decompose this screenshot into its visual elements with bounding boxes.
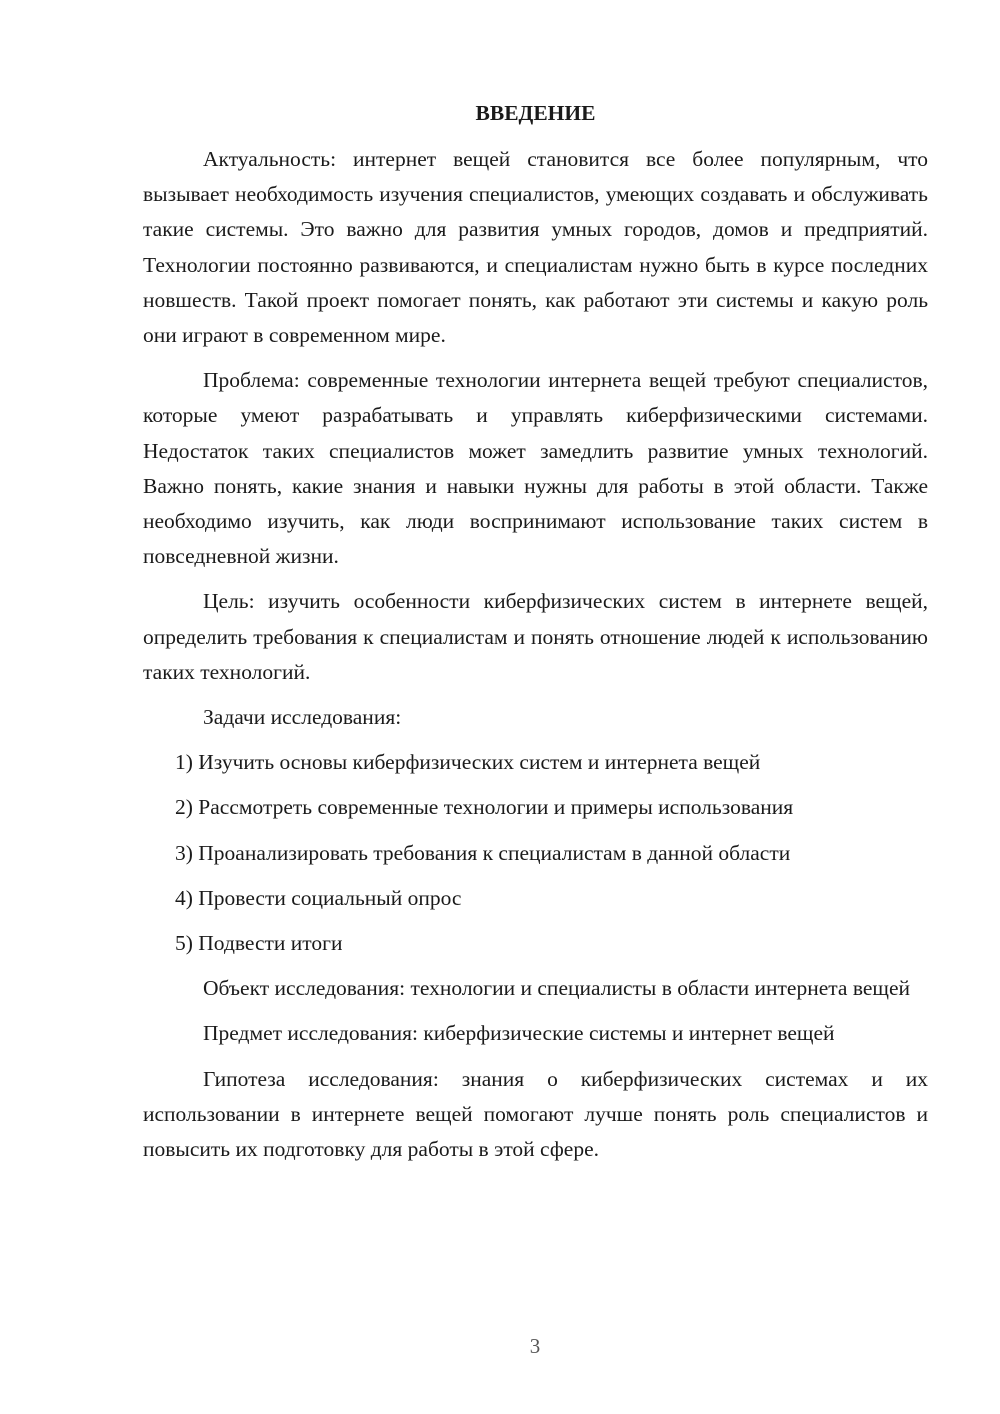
paragraph-object: Объект исследования: технологии и специалисты в области интернета вещей	[203, 976, 910, 1001]
list-item: 1) Изучить основы киберфизических систем и интернета вещей	[175, 750, 761, 775]
page-content	[143, 96, 928, 1177]
page-number: 3	[529, 1334, 541, 1358]
paragraph-relevance: Актуальность: интернет вещей становится все более популярным, что вызывает необходимость изучения специалистов, умеющих создавать и обслуживать такие системы. Это важно для развития умных городов, домов и предприятий. Технологии постоянно развиваются, и специалистам нужно быть в курсе последних новшеств. Такой проект помогает понять, как работают эти системы и какую роль они играют в современном мире.	[143, 147, 928, 348]
tasks-heading: Задачи исследования:	[203, 705, 402, 730]
paragraph-subject: Предмет исследования: киберфизические системы и интернет вещей	[203, 1021, 835, 1046]
list-item: 5) Подвести итоги	[175, 931, 343, 956]
section-title: ВВЕДЕНИЕ	[475, 101, 596, 125]
list-item: 3) Проанализировать требования к специалистам в данной области	[175, 840, 791, 865]
list-item: 2) Рассмотреть современные технологии и примеры использования	[175, 795, 794, 820]
paragraph-goal: Цель: изучить особенности киберфизических систем в интернете вещей, определить требования к специалистам и понять отношение людей к использованию таких технологий.	[143, 589, 928, 684]
tasks-list	[143, 745, 928, 961]
paragraph-hypothesis: Гипотеза исследования: знания о киберфизических системах и их использовании в интернете вещей помогают лучше понять роль специалистов и повысить их подготовку для работы в этой сфере.	[143, 1066, 928, 1162]
list-item: 4) Провести социальный опрос	[175, 885, 462, 910]
paragraph-problem: Проблема: современные технологии интернета вещей требуют специалистов, которые умеют разрабатывать и управлять киберфизическими системами. Недостаток таких специалистов может замедлить развитие умных технологий. Важно понять, какие знания и навыки нужны для работы в этой области. Также необходимо изучить, как люди воспринимают использование таких систем в повседневной жизни.	[143, 368, 928, 569]
